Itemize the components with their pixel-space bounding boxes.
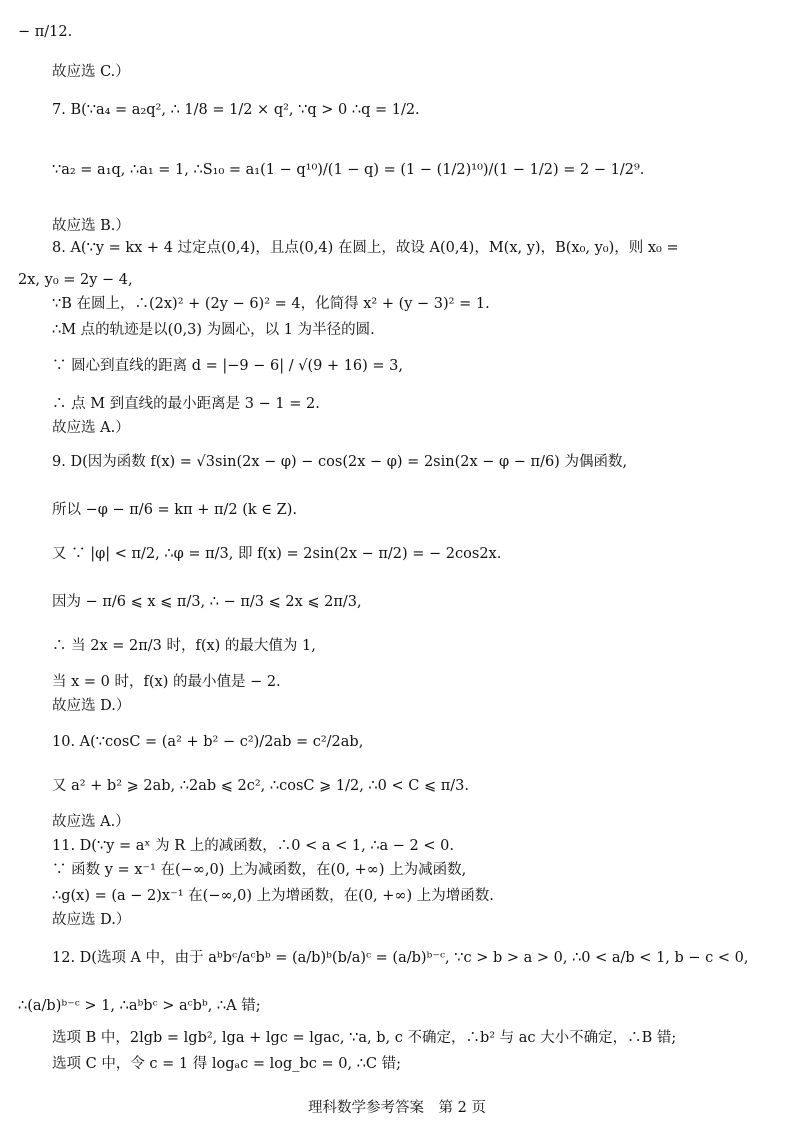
text-line: ∴ 当 2x = 2π/3 时，f(x) 的最大值为 1, <box>52 638 316 654</box>
text-line: − π/12. <box>18 24 73 40</box>
text-line: 8. A(∵y = kx + 4 过定点(0,4)，且点(0,4) 在圆上，故设 A(0,4)，M(x, y)，B(x₀, y₀)，则 x₀ = <box>52 240 679 256</box>
text-line: 因为 − π/6 ⩽ x ⩽ π/3, ∴ − π/3 ⩽ 2x ⩽ 2π/3, <box>52 594 362 610</box>
text-line: ∵ 函数 y = x⁻¹ 在(−∞,0) 上为减函数，在(0, +∞) 上为减函数, <box>52 862 467 878</box>
text-line: 又 ∵ |φ| < π/2, ∴φ = π/3, 即 f(x) = 2sin(2x − π/2) = − 2cos2x. <box>52 546 502 562</box>
text-line: 11. D(∵y = aˣ 为 R 上的减函数，∴0 < a < 1, ∴a − 2 < 0. <box>52 838 454 854</box>
text-line: 当 x = 0 时，f(x) 的最小值是 − 2. <box>52 674 281 690</box>
text-line: 故应选 D.） <box>52 698 131 714</box>
text-line: 故应选 D.） <box>52 912 131 928</box>
text-line: 故应选 A.） <box>52 814 130 830</box>
text-line: ∵B 在圆上，∴(2x)² + (2y − 6)² = 4，化简得 x² + (y − 3)² = 1. <box>52 296 490 312</box>
text-line: ∴ 点 M 到直线的最小距离是 3 − 1 = 2. <box>52 396 320 412</box>
text-line: 所以 −φ − π/6 = kπ + π/2 (k ∈ Z). <box>52 502 297 518</box>
text-line: 2x, y₀ = 2y − 4, <box>18 272 133 288</box>
text-line: ∴M 点的轨迹是以(0,3) 为圆心，以 1 为半径的圆. <box>52 322 375 338</box>
text-line: 9. D(因为函数 f(x) = √3sin(2x − φ) − cos(2x − φ) = 2sin(2x − φ − π/6) 为偶函数, <box>52 454 628 470</box>
text-line: 故应选 A.） <box>52 420 130 436</box>
text-line: 故应选 B.） <box>52 218 130 234</box>
text-line: 选项 B 中，2lgb = lgb², lga + lgc = lgac, ∵a, b, c 不确定，∴b² 与 ac 大小不确定，∴B 错; <box>52 1030 677 1046</box>
text-line: 7. B(∵a₄ = a₂q², ∴ 1/8 = 1/2 × q², ∵q > 0 ∴q = 1/2. <box>52 102 420 118</box>
text-line: 又 a² + b² ⩾ 2ab, ∴2ab ⩽ 2c², ∴cosC ⩾ 1/2, ∴0 < C ⩽ π/3. <box>52 778 469 794</box>
text-line: 10. A(∵cosC = (a² + b² − c²)/2ab = c²/2ab, <box>52 734 364 750</box>
page-footer: 理科数学参考答案 第 2 页 <box>308 1100 486 1116</box>
text-line: 12. D(选项 A 中，由于 aᵇbᶜ/aᶜbᵇ = (a/b)ᵇ(b/a)ᶜ = (a/b)ᵇ⁻ᶜ, ∵c > b > a > 0, ∴0 < a/b < 1, b − c < 0, <box>52 950 749 966</box>
text-line: ∴g(x) = (a − 2)x⁻¹ 在(−∞,0) 上为增函数，在(0, +∞) 上为增函数. <box>52 888 494 904</box>
text-line: 故应选 C.） <box>52 64 130 80</box>
text-line: 选项 C 中，令 c = 1 得 logₐc = log_bc = 0, ∴C 错; <box>52 1056 402 1072</box>
text-line: ∵ 圆心到直线的距离 d = |−9 − 6| / √(9 + 16) = 3, <box>52 358 404 374</box>
text-line: ∵a₂ = a₁q, ∴a₁ = 1, ∴S₁₀ = a₁(1 − q¹⁰)/(1 − q) = (1 − (1/2)¹⁰)/(1 − 1/2) = 2 − 1/2⁹. <box>52 162 645 178</box>
text-line: ∴(a/b)ᵇ⁻ᶜ > 1, ∴aᵇbᶜ > aᶜbᵇ, ∴A 错; <box>18 998 261 1014</box>
